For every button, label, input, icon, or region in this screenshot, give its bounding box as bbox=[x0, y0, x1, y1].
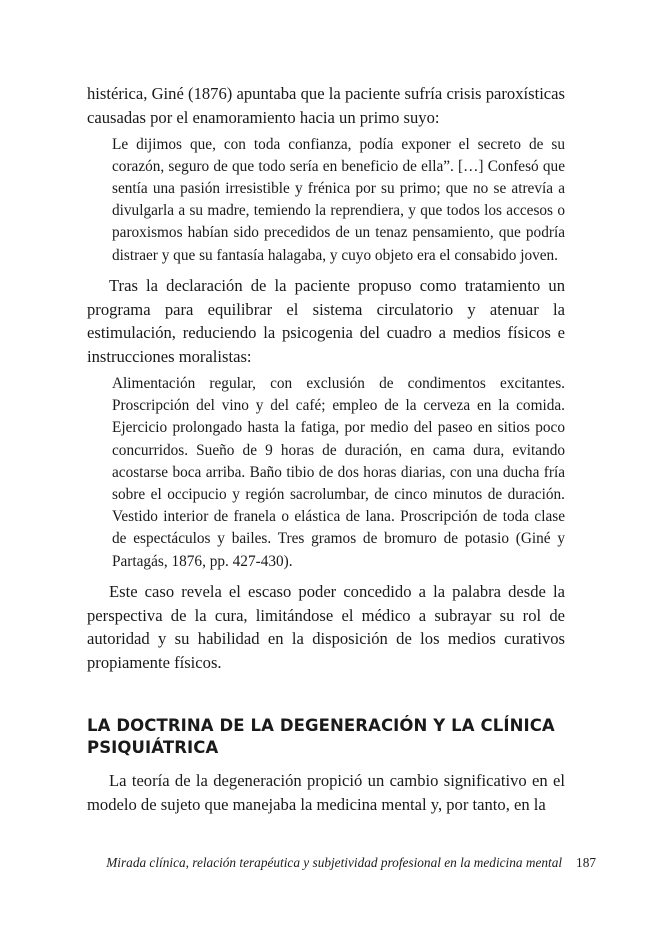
page-body bbox=[87, 82, 565, 817]
block-quote-1: Le dijimos que, con toda confianza, podía exponer el secreto de su corazón, seguro de que todo sería en beneficio de ella”. […] Confesó que sentía una pasión irresistible y frénica por su primo; que no se atrevía a divulgarla a su madre, temiendo la reprendiera, y que todos los accesos o paroxismos habían sido precedidos de un tenaz pensamiento, que podría distraer y que su fantasía halagaba, y cuyo objeto era el consabido joven. bbox=[112, 135, 565, 264]
page-number: 187 bbox=[576, 855, 596, 870]
paragraph-3: Este caso revela el escaso poder concedido a la palabra desde la perspectiva de la cura, limitándose el médico a subrayar su rol de autoridad y su habilidad en la disposición de los medios curativos propiamente físicos. bbox=[87, 581, 565, 673]
page-footer bbox=[106, 855, 596, 871]
paragraph-1: histérica, Giné (1876) apuntaba que la paciente sufría crisis paroxísticas causadas por el enamoramiento hacia un primo suyo: bbox=[87, 84, 565, 127]
running-title: Mirada clínica, relación terapéutica y subjetividad profesional en la medicina mental bbox=[106, 855, 563, 870]
section-heading: LA DOCTRINA DE LA DEGENERACIÓN Y LA CLÍNICA PSIQUIÁTRICA bbox=[87, 716, 555, 758]
paragraph-2: Tras la declaración de la paciente propuso como tratamiento un programa para equilibrar el sistema circulatorio y atenuar la estimulación, reduciendo la psicogenia del cuadro a medios físicos e instrucciones moralistas: bbox=[87, 275, 565, 367]
paragraph-4: La teoría de la degeneración propició un cambio significativo en el modelo de sujeto que manejaba la medicina mental y, por tanto, en la bbox=[87, 771, 565, 814]
block-quote-2: Alimentación regular, con exclusión de condimentos excitantes. Proscripción del vino y del café; empleo de la cerveza en la comida. Ejercicio prolongado hasta la fatiga, por medio del paseo en sitios poco concurridos. Sueño de 9 horas de duración, en cama dura, evitando acostarse boca arriba. Baño tibio de dos horas diarias, con una ducha fría sobre el occipucio y región sacrolumbar, de cinco minutos de duración. Vestido interior de franela o elástica de lana. Proscripción de toda clase de espectáculos y bailes. Tres gramos de bromuro de potasio (Giné y Partagás, 1876, pp. 427-430). bbox=[112, 375, 565, 570]
